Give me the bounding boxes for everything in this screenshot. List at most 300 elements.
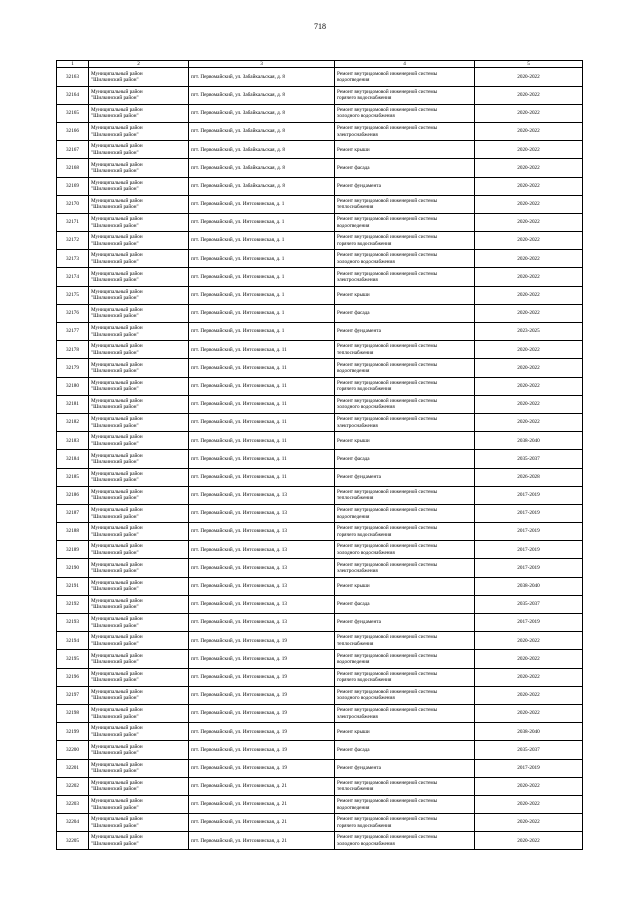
row-number (57, 86, 89, 104)
row-number-text: 32163 (66, 73, 79, 80)
row-number (57, 832, 89, 850)
address-cell-text: пгт. Первомайский, ул. Интсовинская, д. 11 (191, 455, 287, 462)
district-cell (89, 559, 189, 577)
work-type-cell-text: Ремонт фасада (337, 455, 370, 462)
period-cell (475, 359, 583, 377)
period-cell-text: 2020-2022 (517, 164, 540, 171)
address-cell (189, 650, 335, 668)
work-type-cell (335, 195, 475, 213)
table-row (57, 68, 583, 86)
address-cell-text: пгт. Первомайский, ул. Интсовинская, д. 13 (191, 492, 287, 499)
row-number (57, 377, 89, 395)
work-type-cell-text: Ремонт внутридомовой инженерной системы холодного водоснабжения (337, 834, 438, 847)
district-cell-text: Муниципальный район "Шилкинский район" (91, 488, 143, 502)
work-type-cell-text: Ремонт фундамента (337, 182, 381, 189)
row-number (57, 104, 89, 122)
row-number (57, 177, 89, 195)
work-type-cell-text: Ремонт внутридомовой инженерной системы холодного водоснабжения (337, 543, 438, 556)
period-cell-text: 2038-2040 (517, 583, 540, 590)
row-number-text: 32181 (66, 401, 79, 408)
address-cell-text: пгт. Первомайский, ул. Интсовинская, д. 19 (191, 637, 287, 644)
row-number-text: 32167 (66, 146, 79, 153)
work-type-cell-text: Ремонт внутридомовой инженерной системы водоотведения (337, 652, 438, 665)
address-cell-text: пгт. Первомайский, ул. Интсовинская, д. 1 (191, 219, 285, 226)
work-type-cell-text: Ремонт внутридомовой инженерной системы горячего водоснабжения (337, 525, 438, 538)
district-cell-text: Муниципальный район "Шилкинский район" (91, 452, 143, 465)
work-type-cell (335, 559, 475, 577)
period-cell (475, 141, 583, 159)
period-cell (475, 523, 583, 541)
district-cell (89, 577, 189, 595)
district-cell (89, 704, 189, 722)
district-cell-text: Муниципальный район "Шилкинский район" (91, 416, 143, 429)
table-row (57, 614, 583, 632)
repair-registry-table (56, 60, 583, 850)
row-number-text: 32180 (66, 382, 79, 389)
table-row (57, 359, 583, 377)
table-row (57, 723, 583, 741)
district-cell-text: Муниципальный район "Шилкинский район" (91, 288, 143, 302)
address-cell-text: пгт. Первомайский, ул. Забайкальская, д. 8 (191, 91, 285, 98)
work-type-cell-text: Ремонт внутридомовой инженерной системы электроснабжения (337, 125, 438, 138)
address-cell-text: пгт. Первомайский, ул. Интсовинская, д. 1 (191, 237, 285, 244)
district-cell (89, 795, 189, 813)
period-cell (475, 323, 583, 341)
row-number (57, 268, 89, 286)
address-cell-text: пгт. Первомайский, ул. Интсовинская, д. 1 (191, 201, 285, 208)
period-cell-text: 2020-2022 (517, 637, 540, 644)
address-cell (189, 232, 335, 250)
address-cell-text: пгт. Первомайский, ул. Интсовинская, д. 13 (191, 583, 287, 590)
work-type-cell-text: Ремонт внутридомовой инженерной системы горячего водоснабжения (337, 234, 438, 247)
address-cell-text: пгт. Первомайский, ул. Интсовинская, д. 19 (191, 710, 287, 717)
district-cell (89, 122, 189, 140)
period-cell (475, 741, 583, 759)
row-number (57, 250, 89, 268)
district-cell-text: Муниципальный район "Шилкинский район" (91, 761, 143, 775)
period-cell-text: 2020-2022 (517, 401, 540, 408)
district-cell-text: Муниципальный район "Шилкинский район" (91, 179, 143, 193)
period-cell (475, 541, 583, 559)
work-type-cell (335, 577, 475, 595)
work-type-cell (335, 86, 475, 104)
work-type-cell-text: Ремонт внутридомовой инженерной системы электроснабжения (337, 270, 438, 284)
work-type-cell (335, 541, 475, 559)
address-cell (189, 504, 335, 522)
work-type-cell-text: Ремонт крыши (337, 437, 370, 444)
district-cell (89, 832, 189, 850)
table-row (57, 777, 583, 795)
period-cell-text: 2020-2022 (517, 382, 540, 389)
row-number-text: 32172 (66, 237, 79, 244)
row-number (57, 741, 89, 759)
work-type-cell-text: Ремонт внутридомовой инженерной системы горячего водоснабжения (337, 670, 438, 684)
work-type-cell-text: Ремонт крыши (337, 146, 370, 153)
period-cell-text: 2017-2019 (517, 546, 540, 553)
row-number-text: 32194 (66, 637, 79, 644)
period-cell-text: 2035-2037 (517, 746, 540, 753)
address-cell (189, 723, 335, 741)
address-cell-text: пгт. Первомайский, ул. Забайкальская, д. 8 (191, 164, 285, 171)
work-type-cell (335, 777, 475, 795)
work-type-cell (335, 395, 475, 413)
row-number (57, 504, 89, 522)
table-row (57, 268, 583, 286)
table-row (57, 177, 583, 195)
address-cell-text: пгт. Первомайский, ул. Интсовинская, д. 13 (191, 546, 287, 553)
table-row (57, 559, 583, 577)
row-number (57, 323, 89, 341)
period-cell (475, 832, 583, 850)
period-cell-text: 2020-2022 (517, 182, 540, 189)
work-type-cell (335, 68, 475, 86)
row-number-text: 32178 (66, 346, 79, 353)
district-cell-text: Муниципальный район "Шилкинский район" (91, 397, 143, 411)
address-cell-text: пгт. Первомайский, ул. Забайкальская, д. 8 (191, 73, 285, 80)
period-cell-text: 2038-2040 (517, 728, 540, 735)
period-cell-text: 2020-2022 (517, 237, 540, 244)
row-number-text: 32197 (66, 692, 79, 699)
row-number (57, 668, 89, 686)
work-type-cell-text: Ремонт фасада (337, 310, 370, 317)
work-type-cell (335, 759, 475, 777)
work-type-cell-text: Ремонт внутридомовой инженерной системы горячего водоснабжения (337, 88, 438, 102)
district-cell (89, 650, 189, 668)
row-number (57, 614, 89, 632)
work-type-cell-text: Ремонт внутридомовой инженерной системы холодного водоснабжения (337, 397, 438, 411)
address-cell (189, 559, 335, 577)
district-cell-text: Муниципальный район "Шилкинский район" (91, 379, 143, 393)
work-type-cell (335, 450, 475, 468)
table-row (57, 304, 583, 322)
address-cell-text: пгт. Первомайский, ул. Интсовинская, д. 13 (191, 510, 287, 517)
address-cell (189, 359, 335, 377)
district-cell (89, 341, 189, 359)
period-cell-text: 2017-2019 (517, 764, 540, 771)
row-number-text: 32193 (66, 619, 79, 626)
district-cell (89, 141, 189, 159)
period-cell-text: 2020-2022 (517, 692, 540, 699)
table-row (57, 86, 583, 104)
work-type-cell-text: Ремонт внутридомовой инженерной системы электроснабжения (337, 561, 438, 575)
district-cell-text: Муниципальный район "Шилкинский район" (91, 470, 143, 484)
column-header-3: 3 (189, 61, 335, 68)
row-number-text: 32185 (66, 473, 79, 480)
table-row (57, 632, 583, 650)
work-type-cell-text: Ремонт внутридомовой инженерной системы горячего водоснабжения (337, 379, 438, 393)
work-type-cell-text: Ремонт внутридомовой инженерной системы теплоснабжения (337, 634, 438, 647)
table-row (57, 541, 583, 559)
address-cell (189, 304, 335, 322)
table-row (57, 814, 583, 832)
work-type-cell-text: Ремонт внутридомовой инженерной системы теплоснабжения (337, 343, 438, 356)
row-number (57, 595, 89, 613)
address-cell (189, 122, 335, 140)
address-cell-text: пгт. Первомайский, ул. Интсовинская, д. 13 (191, 619, 287, 626)
table-row (57, 286, 583, 304)
period-cell (475, 104, 583, 122)
address-cell (189, 832, 335, 850)
district-cell-text: Муниципальный район "Шилкинский район" (91, 707, 143, 720)
district-cell-text: Муниципальный район "Шилкинский район" (91, 361, 143, 374)
address-cell (189, 668, 335, 686)
district-cell (89, 686, 189, 704)
row-number (57, 777, 89, 795)
period-cell (475, 304, 583, 322)
work-type-cell-text: Ремонт внутридомовой инженерной системы горячего водоснабжения (337, 816, 438, 829)
row-number (57, 632, 89, 650)
period-cell-text: 2020-2022 (517, 673, 540, 680)
table-row (57, 668, 583, 686)
period-cell (475, 122, 583, 140)
district-cell (89, 104, 189, 122)
district-cell-text: Муниципальный район "Шилкинский район" (91, 816, 143, 829)
district-cell-text: Муниципальный район "Шилкинский район" (91, 343, 143, 356)
row-number-text: 32175 (66, 292, 79, 299)
address-cell (189, 341, 335, 359)
district-cell-text: Муниципальный район "Шилкинский район" (91, 579, 143, 593)
work-type-cell-text: Ремонт внутридомовой инженерной системы водоотведения (337, 507, 438, 520)
address-cell-text: пгт. Первомайский, ул. Интсовинская, д. 21 (191, 837, 287, 844)
row-number-text: 32173 (66, 255, 79, 262)
district-cell (89, 595, 189, 613)
period-cell (475, 814, 583, 832)
address-cell (189, 468, 335, 486)
district-cell-text: Муниципальный район "Шилкинский район" (91, 252, 143, 265)
period-cell-text: 2017-2019 (517, 564, 540, 571)
row-number-text: 32196 (66, 673, 79, 680)
row-number-text: 32176 (66, 310, 79, 317)
row-number (57, 232, 89, 250)
period-cell-text: 2035-2037 (517, 455, 540, 462)
period-cell-text: 2020-2022 (517, 201, 540, 208)
district-cell (89, 723, 189, 741)
table-row (57, 341, 583, 359)
row-number-text: 32199 (66, 728, 79, 735)
address-cell (189, 704, 335, 722)
work-type-cell-text: Ремонт внутридомовой инженерной системы холодного водоснабжения (337, 106, 438, 120)
district-cell-text: Муниципальный район "Шилкинский район" (91, 216, 143, 229)
address-cell-text: пгт. Первомайский, ул. Интсовинская, д. 13 (191, 601, 287, 608)
period-cell-text: 2020-2022 (517, 146, 540, 153)
row-number-text: 32174 (66, 273, 79, 280)
address-cell (189, 250, 335, 268)
district-cell-text: Муниципальный район "Шилкинский район" (91, 525, 143, 538)
work-type-cell (335, 432, 475, 450)
district-cell-text: Муниципальный район "Шилкинский район" (91, 561, 143, 575)
work-type-cell-text: Ремонт фундамента (337, 473, 381, 480)
district-cell-text: Муниципальный район "Шилкинский район" (91, 106, 143, 120)
period-cell-text: 2020-2022 (517, 219, 540, 226)
period-cell (475, 395, 583, 413)
row-number (57, 304, 89, 322)
period-cell (475, 504, 583, 522)
period-cell (475, 632, 583, 650)
address-cell (189, 523, 335, 541)
address-cell (189, 104, 335, 122)
address-cell (189, 159, 335, 177)
row-number (57, 395, 89, 413)
address-cell-text: пгт. Первомайский, ул. Интсовинская, д. 13 (191, 564, 287, 571)
period-cell-text: 2020-2022 (517, 255, 540, 262)
period-cell-text: 2020-2022 (517, 837, 540, 844)
district-cell-text: Муниципальный район "Шилкинский район" (91, 670, 143, 684)
period-cell (475, 468, 583, 486)
period-cell (475, 68, 583, 86)
row-number-text: 32170 (66, 201, 79, 208)
table-row (57, 759, 583, 777)
district-cell (89, 213, 189, 231)
work-type-cell (335, 504, 475, 522)
period-cell (475, 213, 583, 231)
row-number-text: 32205 (66, 837, 79, 844)
work-type-cell-text: Ремонт внутридомовой инженерной системы электроснабжения (337, 416, 438, 429)
table-row (57, 741, 583, 759)
row-number (57, 141, 89, 159)
work-type-cell (335, 250, 475, 268)
row-number (57, 559, 89, 577)
row-number-text: 32204 (66, 819, 79, 826)
row-number (57, 286, 89, 304)
row-number-text: 32195 (66, 655, 79, 662)
address-cell (189, 777, 335, 795)
address-cell-text: пгт. Первомайский, ул. Интсовинская, д. 19 (191, 692, 287, 699)
period-cell-text: 2017-2019 (517, 528, 540, 535)
row-number-text: 32171 (66, 219, 79, 226)
table-row (57, 377, 583, 395)
period-cell-text: 2023-2025 (517, 328, 540, 335)
district-cell-text: Муниципальный район "Шилкинский район" (91, 688, 143, 702)
table-row (57, 486, 583, 504)
period-cell (475, 413, 583, 431)
row-number-text: 32203 (66, 801, 79, 808)
address-cell (189, 268, 335, 286)
address-cell (189, 741, 335, 759)
period-cell (475, 723, 583, 741)
address-cell (189, 86, 335, 104)
address-cell-text: пгт. Первомайский, ул. Забайкальская, д. 8 (191, 110, 285, 117)
row-number-text: 32187 (66, 510, 79, 517)
period-cell-text: 2020-2022 (517, 346, 540, 353)
district-cell (89, 541, 189, 559)
work-type-cell (335, 177, 475, 195)
address-cell-text: пгт. Первомайский, ул. Забайкальская, д. 8 (191, 128, 285, 135)
work-type-cell (335, 213, 475, 231)
row-number-text: 32189 (66, 546, 79, 553)
work-type-cell-text: Ремонт фасада (337, 601, 370, 608)
table-row (57, 432, 583, 450)
address-cell (189, 450, 335, 468)
row-number (57, 486, 89, 504)
work-type-cell-text: Ремонт внутридомовой инженерной системы теплоснабжения (337, 197, 438, 211)
table-row (57, 122, 583, 140)
district-cell-text: Муниципальный район "Шилкинский район" (91, 88, 143, 102)
work-type-cell (335, 723, 475, 741)
work-type-cell (335, 268, 475, 286)
row-number-text: 32200 (66, 746, 79, 753)
district-cell-text: Муниципальный район "Шилкинский район" (91, 779, 143, 793)
address-cell-text: пгт. Первомайский, ул. Интсовинская, д. 19 (191, 728, 287, 735)
work-type-cell (335, 704, 475, 722)
district-cell (89, 614, 189, 632)
district-cell (89, 177, 189, 195)
district-cell-text: Муниципальный район "Шилкинский район" (91, 234, 143, 247)
row-number (57, 413, 89, 431)
address-cell-text: пгт. Первомайский, ул. Интсовинская, д. 1 (191, 255, 285, 262)
row-number-text: 32192 (66, 601, 79, 608)
district-cell-text: Муниципальный район "Шилкинский район" (91, 434, 143, 447)
row-number (57, 450, 89, 468)
address-cell-text: пгт. Первомайский, ул. Забайкальская, д. 8 (191, 182, 285, 189)
address-cell (189, 814, 335, 832)
work-type-cell (335, 614, 475, 632)
table-row (57, 104, 583, 122)
district-cell (89, 668, 189, 686)
period-cell-text: 2020-2022 (517, 128, 540, 135)
table-row (57, 450, 583, 468)
district-cell-text: Муниципальный район "Шилкинский район" (91, 325, 143, 338)
work-type-cell (335, 595, 475, 613)
table-row (57, 141, 583, 159)
row-number-text: 32179 (66, 364, 79, 371)
table-row (57, 159, 583, 177)
period-cell (475, 377, 583, 395)
district-cell (89, 468, 189, 486)
address-cell-text: пгт. Первомайский, ул. Интсовинская, д. 1 (191, 292, 285, 299)
work-type-cell (335, 668, 475, 686)
work-type-cell (335, 486, 475, 504)
row-number (57, 686, 89, 704)
district-cell-text: Муниципальный район "Шилкинский район" (91, 70, 143, 83)
row-number-text: 32184 (66, 455, 79, 462)
row-number-text: 32169 (66, 182, 79, 189)
table-row (57, 413, 583, 431)
district-cell-text: Муниципальный район "Шилкинский район" (91, 197, 143, 211)
period-cell (475, 486, 583, 504)
work-type-cell (335, 141, 475, 159)
district-cell (89, 159, 189, 177)
table-row (57, 232, 583, 250)
address-cell (189, 759, 335, 777)
district-cell-text: Муниципальный район "Шилкинский район" (91, 598, 143, 611)
address-cell-text: пгт. Первомайский, ул. Интсовинская, д. 19 (191, 746, 287, 753)
row-number-text: 32182 (66, 419, 79, 426)
row-number-text: 32190 (66, 564, 79, 571)
period-cell (475, 595, 583, 613)
address-cell-text: пгт. Первомайский, ул. Интсовинская, д. 11 (191, 419, 287, 426)
work-type-cell (335, 304, 475, 322)
address-cell (189, 177, 335, 195)
work-type-cell-text: Ремонт внутридомовой инженерной системы холодного водоснабжения (337, 688, 438, 702)
district-cell (89, 486, 189, 504)
table-row (57, 595, 583, 613)
address-cell-text: пгт. Первомайский, ул. Интсовинская, д. 21 (191, 783, 287, 790)
address-cell-text: пгт. Первомайский, ул. Интсовинская, д. 21 (191, 801, 287, 808)
period-cell (475, 250, 583, 268)
column-header-2: 2 (89, 61, 189, 68)
row-number-text: 32165 (66, 110, 79, 117)
period-cell (475, 650, 583, 668)
row-number (57, 359, 89, 377)
row-number (57, 159, 89, 177)
period-cell-text: 2020-2022 (517, 110, 540, 117)
row-number-text: 32186 (66, 492, 79, 499)
row-number (57, 341, 89, 359)
period-cell (475, 450, 583, 468)
address-cell (189, 632, 335, 650)
table-row (57, 250, 583, 268)
period-cell (475, 577, 583, 595)
